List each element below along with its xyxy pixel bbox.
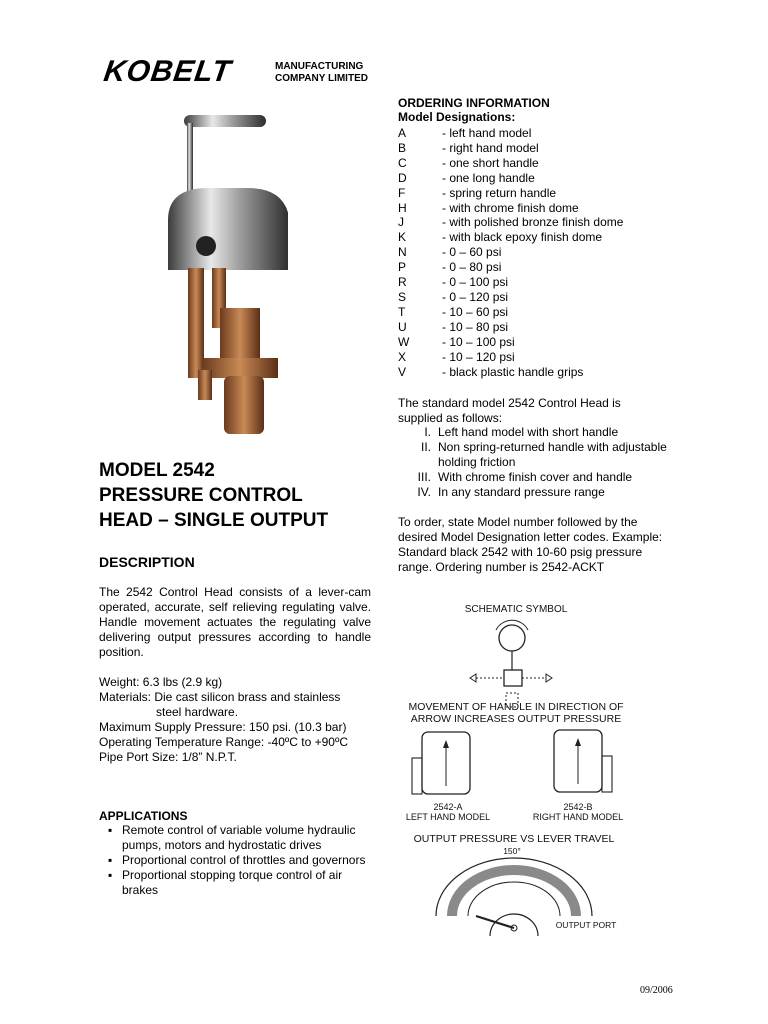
spec-temp-range: Operating Temperature Range: -40ºC to +90ºC: [99, 735, 349, 749]
spec-materials: Materials: Die cast silicon brass and stainless: [99, 690, 341, 704]
standard-item-number: III.: [417, 470, 431, 484]
spec-weight: Weight: 6.3 lbs (2.9 kg): [99, 675, 223, 689]
right-model-code: 2542-B: [563, 802, 593, 812]
product-photo: [158, 108, 288, 438]
standard-item-text: With chrome finish cover and handle: [438, 470, 633, 484]
standard-item-text: Non spring-returned handle with adjustable holding friction: [438, 440, 667, 469]
valve-symbol: [504, 670, 522, 686]
list-item: ▪ Proportional stopping torque control of air brakes: [108, 868, 378, 898]
standard-item-number: IV.: [417, 485, 431, 499]
right-model-label: RIGHT HAND MODEL: [532, 812, 624, 822]
designation-code: X: [398, 349, 407, 364]
designation-row: [398, 141, 623, 156]
designation-desc: - 10 – 60 psi: [442, 304, 509, 319]
page-title: [99, 458, 369, 533]
designation-desc: - 10 – 100 psi: [442, 334, 515, 349]
designation-code: B: [398, 140, 407, 155]
designation-code: H: [398, 200, 407, 215]
standard-list: [398, 425, 688, 500]
designation-row: [398, 305, 623, 320]
left-model-code: 2542-A: [433, 802, 463, 812]
left-model-label: LEFT HAND MODEL: [405, 812, 491, 822]
designation-code: V: [398, 364, 407, 379]
ordering-heading: [398, 96, 550, 124]
designation-code: P: [398, 260, 407, 275]
schematic-symbol-title: SCHEMATIC SYMBOL: [464, 604, 568, 615]
movement-caption-line1: MOVEMENT OF HANDLE IN DIRECTION OF: [408, 701, 624, 713]
designation-desc: - 10 – 80 psi: [442, 319, 509, 334]
designation-row: [398, 171, 623, 186]
designation-desc: - black plastic handle grips: [442, 364, 584, 379]
designation-desc: - one long handle: [442, 170, 535, 185]
designation-code: D: [398, 170, 407, 185]
designation-row: [398, 320, 623, 335]
movement-caption-line2: ARROW INCREASES OUTPUT PRESSURE: [410, 713, 622, 725]
standard-item-number: II.: [420, 440, 431, 454]
applications-list: [108, 823, 378, 898]
list-item: ▪ Remote control of variable volume hydraulic pumps, motors and hydrostatic drives: [108, 823, 378, 853]
output-port-label: OUTPUT PORT: [555, 920, 617, 930]
list-item: ▪ Proportional control of throttles and governors: [108, 853, 378, 868]
standard-item-number: I.: [424, 425, 431, 439]
title-line2: PRESSURE CONTROL: [99, 485, 303, 506]
standard-item: [398, 440, 688, 470]
designation-desc: - right hand model: [442, 140, 539, 155]
designation-row: [398, 186, 623, 201]
lever-arm: [476, 916, 514, 928]
designation-row: [398, 260, 623, 275]
title-line1: MODEL 2542: [99, 460, 215, 481]
designation-row: [398, 245, 623, 260]
designation-row: [398, 275, 623, 290]
designation-desc: - one short handle: [442, 155, 539, 170]
designation-desc: - with chrome finish dome: [442, 200, 579, 215]
company-name-line1: MANUFACTURING: [275, 61, 364, 72]
designation-code: C: [398, 155, 407, 170]
designation-desc: - 10 – 120 psi: [442, 349, 515, 364]
designation-desc: - with polished bronze finish dome: [442, 215, 624, 230]
designation-code: U: [398, 319, 407, 334]
description-heading: DESCRIPTION: [99, 554, 195, 570]
order-instructions: To order, state Model number followed by the desired Model Designation letter codes. Example: Standard black 2542 with 10-60 psig pressure range. Ordering number is 2542-ACKT: [398, 515, 663, 574]
designation-code: S: [398, 289, 407, 304]
designation-desc: - 0 – 120 psi: [442, 289, 509, 304]
designation-code: J: [398, 215, 404, 230]
standard-item: [398, 485, 688, 500]
designation-row: [398, 230, 623, 245]
standard-item-text: Left hand model with short handle: [438, 425, 619, 439]
designation-row: [398, 335, 623, 350]
designation-desc: - 0 – 60 psi: [442, 245, 502, 260]
designation-code: W: [398, 334, 410, 349]
spec-materials-cont: steel hardware.: [156, 705, 239, 719]
kobelt-logo: KOBELT: [101, 55, 234, 88]
schematic-diagram: [396, 598, 636, 943]
applications-heading: APPLICATIONS: [99, 809, 188, 823]
designation-code: K: [398, 230, 407, 245]
company-name: [275, 61, 368, 85]
designation-code: R: [398, 275, 407, 290]
designation-row: [398, 365, 623, 380]
travel-arc-inner: [468, 882, 560, 916]
graph-title: OUTPUT PRESSURE VS LEVER TRAVEL: [413, 833, 615, 845]
lever-symbol: [499, 625, 525, 651]
designation-code: T: [398, 304, 406, 319]
spec-pipe-port: Pipe Port Size: 1/8” N.P.T.: [99, 750, 237, 764]
ordering-title: ORDERING INFORMATION: [398, 96, 550, 110]
designation-list: [398, 126, 623, 379]
designation-desc: - spring return handle: [442, 185, 557, 200]
standard-item: [398, 470, 688, 485]
spec-max-pressure: Maximum Supply Pressure: 150 psi. (10.3 bar): [99, 720, 347, 734]
pressure-band: [452, 870, 576, 916]
angle-label: 150°: [503, 846, 521, 856]
designation-row: [398, 126, 623, 141]
designation-row: [398, 215, 623, 230]
designation-desc: - with black epoxy finish dome: [442, 230, 603, 245]
designation-desc: - 0 – 80 psi: [442, 260, 502, 275]
footer-date: 09/2006: [640, 985, 673, 996]
designation-row: [398, 350, 623, 365]
title-line3: HEAD – SINGLE OUTPUT: [99, 510, 329, 531]
designation-row: [398, 290, 623, 305]
designation-desc: - left hand model: [442, 126, 532, 140]
designation-desc: - 0 – 100 psi: [442, 275, 509, 290]
designation-code: N: [398, 245, 407, 260]
company-name-line2: COMPANY LIMITED: [275, 73, 368, 84]
designation-row: [398, 201, 623, 216]
designation-code: A: [398, 126, 407, 140]
description-text: The 2542 Control Head consists of a lever-cam operated, accurate, self relieving regulating valve. Handle movement actuates the regulating valve delivering output pressures according to handle position.: [99, 585, 371, 659]
standard-intro: The standard model 2542 Control Head is supplied as follows:: [398, 396, 621, 425]
designation-code: F: [398, 185, 406, 200]
designation-row: [398, 156, 623, 171]
standard-item-text: In any standard pressure range: [438, 485, 605, 499]
specifications: [99, 675, 384, 765]
standard-item: [398, 425, 688, 440]
model-designations-title: Model Designations:: [398, 110, 516, 124]
